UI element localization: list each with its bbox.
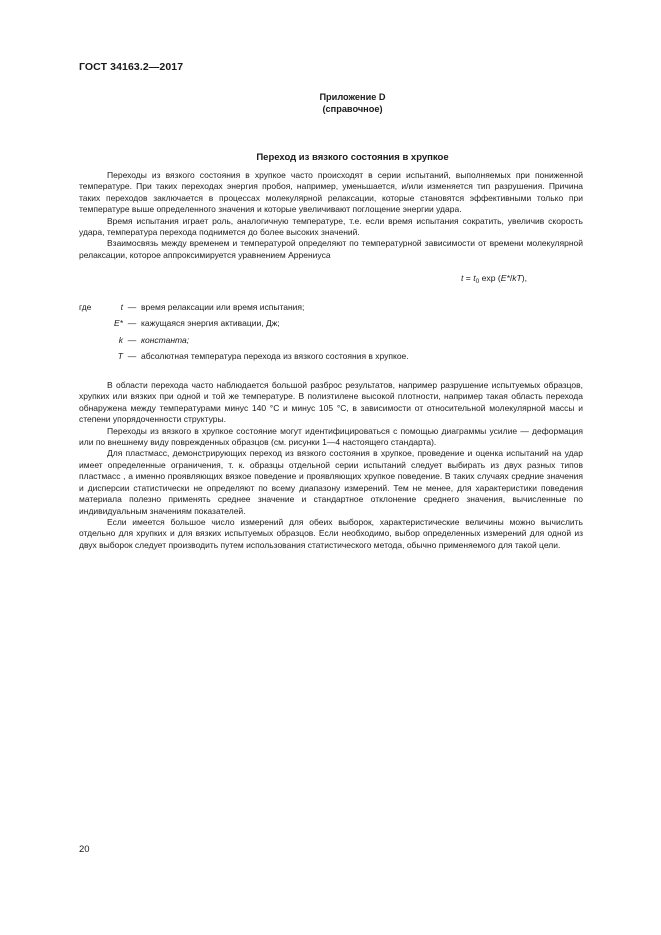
formula-exp: exp ( xyxy=(479,273,501,284)
paragraph: Для пластмасс, демонстрирующих переход из вязкого состояния в хрупкое, проведение и оценка испытаний на удар имеет определенные ограничения, т. к. образцы отдельной серии испытаний следует выбирать из двух разных типов пластмасс , а именно проявляющих вязкое поведение и проявляющих хрупкое поведение. В таких случаях средние значения и дисперсии статистически не определяют по всему диапазону измерений. Тем не менее, для характеристики поведения материала полезно применять среднее значение и стандартное отклонение среднего значения, вычисленные по индивидуальным значениям показателей. xyxy=(79,448,583,516)
where-dash: — xyxy=(127,334,137,345)
where-item xyxy=(79,318,583,335)
where-symbol: k xyxy=(118,334,123,345)
document-body xyxy=(79,170,583,551)
standard-header: ГОСТ 34163.2—2017 xyxy=(79,61,184,73)
section-title: Переход из вязкого состояния в хрупкое xyxy=(256,152,449,163)
paragraph: Переходы из вязкого в хрупкое состояние могут идентифицироваться с помощью диаграммы усилие — деформация или по внешнему виду поврежденных образцов (см. рисунки 1—4 настоящего стандарта). xyxy=(79,425,583,448)
where-item xyxy=(79,302,583,319)
formula-lhs: t xyxy=(461,273,464,284)
where-item xyxy=(79,351,583,368)
where-dash: — xyxy=(127,318,137,329)
where-text: кажущаяся энергия активации, Дж; xyxy=(141,318,280,329)
where-text: константа; xyxy=(141,334,190,345)
where-item xyxy=(79,335,583,352)
where-text: абсолютная температура перехода из вязкого состояния в хрупкое. xyxy=(141,351,409,362)
paragraph: Время испытания играет роль, аналогичную температуре, т.е. если время испытания сократить, увеличив скорость удара, температура перехода поднимется до более высоких значений. xyxy=(79,215,583,238)
where-text: время релаксации или время испытания; xyxy=(141,301,305,312)
annex-subtitle: (справочное) xyxy=(322,103,383,114)
where-list xyxy=(79,302,583,368)
where-dash: — xyxy=(127,301,137,312)
page-number: 20 xyxy=(79,844,90,855)
paragraph: Если имеется большое число измерений для обеих выборок, характеристические величины можно вычислить отдельно для хрупких и для вязких испытуемых образцов. Если необходимо, выбор определенных измерений для одной из двух выборок следует производить путем использования статистического метода, обычно применяемого для такой цели. xyxy=(79,516,583,550)
annex-title: Приложение D xyxy=(319,92,386,102)
formula-close: ), xyxy=(521,273,527,284)
formula-numerator: E* xyxy=(500,273,510,284)
paragraph: Переходы из вязкого состояния в хрупкое часто происходят в серии испытаний, выполняемых при пониженной температуре. При таких переходах энергия пробоя, например, уменьшается, и/или изменяется тип разрушения. Причина таких переходов заключается в процессах молекулярной релаксации, которые становятся эффективными только при температуре выше определенного значения и которые увеличивают поглощение энергии удара. xyxy=(79,170,583,215)
where-dash: — xyxy=(127,351,137,362)
formula-t0-sub: 0 xyxy=(475,278,480,286)
where-symbol: t xyxy=(120,301,123,312)
arrhenius-formula xyxy=(79,273,527,287)
where-symbol: E* xyxy=(114,318,123,329)
where-symbol: T xyxy=(117,351,123,362)
formula-slash: / xyxy=(509,273,513,284)
formula-kT: kT xyxy=(512,273,522,284)
formula-eq: = xyxy=(463,273,474,284)
paragraph: В области перехода часто наблюдается большой разброс результатов, например разрушение испытуемых образцов, хрупких или вязких при одной и той же температуре. В полиэтилене высокой плотности, например такая область перехода обнаружена между температурами минус 140 °C и минус 105 °C, в зависимости от относительной молекулярной массы и степени упорядоченности структуры. xyxy=(79,380,583,425)
formula-t0: t xyxy=(473,273,476,284)
where-lead: где xyxy=(79,301,92,312)
paragraph: Взаимосвязь между временем и температурой определяют по температурной зависимости от времени молекулярной релаксации, которое аппроксимируется уравнением Аррениуса xyxy=(79,238,583,260)
